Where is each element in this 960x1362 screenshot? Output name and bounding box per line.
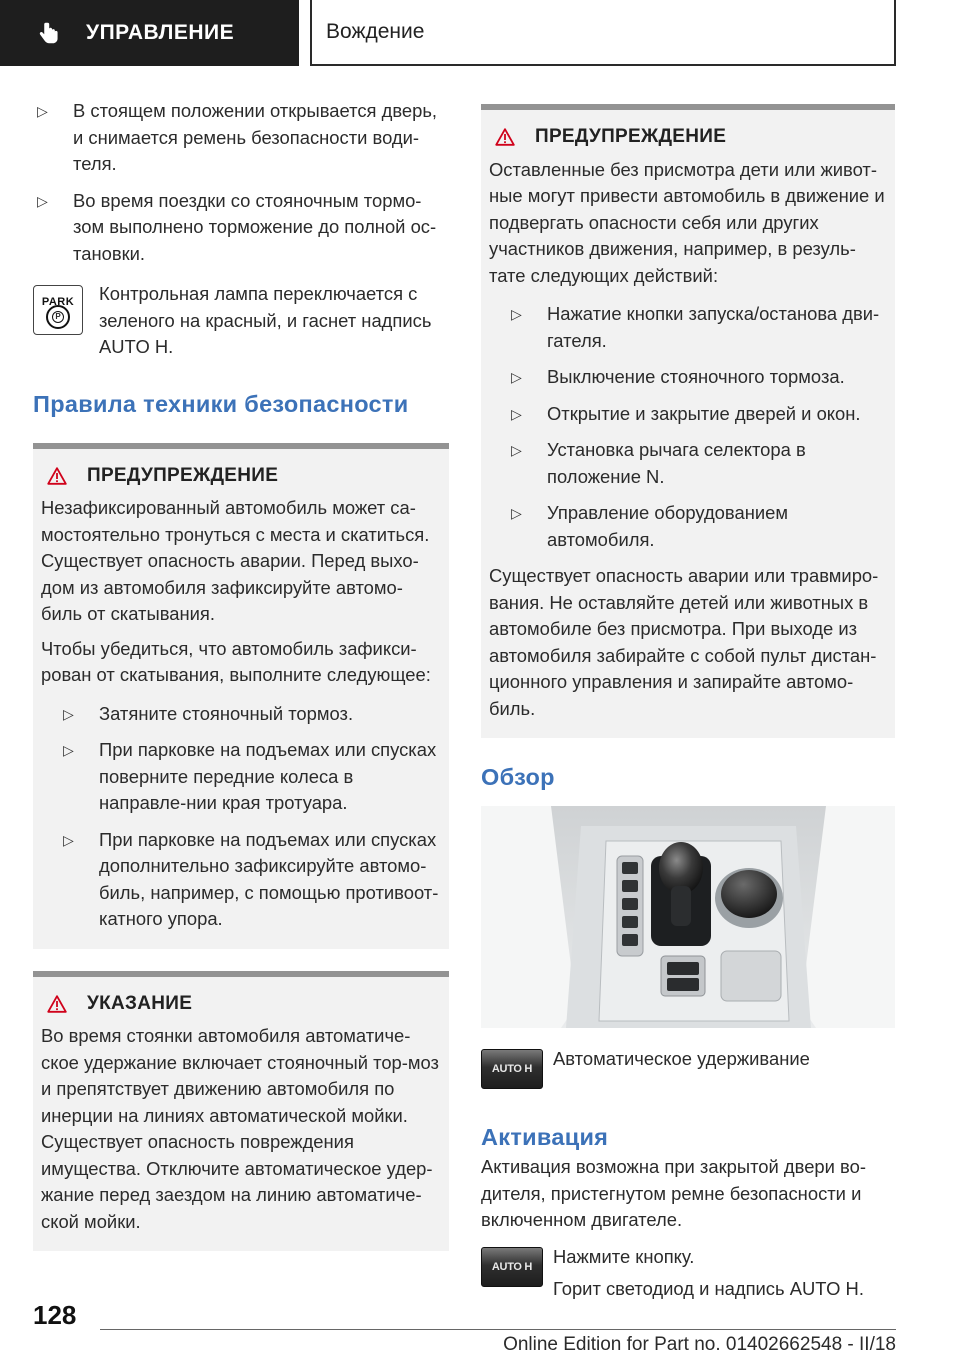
list-item: ▷ Управление оборудованием автомобиля. bbox=[511, 502, 788, 550]
press-instruction: Нажмите кнопку. bbox=[553, 1245, 695, 1267]
list-item: ▷ Открытие и закрытие дверей и окон. bbox=[489, 401, 887, 428]
triangle-bullet-icon: ▷ bbox=[511, 369, 522, 385]
chapter-title: Вождение bbox=[326, 20, 425, 43]
list-item: ▷ Нажатие кнопки запуска/останова дви-гателя. bbox=[511, 303, 880, 351]
edition-text: Online Edition for Part no. 01402662548 - II/18 bbox=[503, 1334, 896, 1355]
section-title: УПРАВЛЕНИЕ bbox=[86, 21, 235, 44]
list-item: ▷ Установка рычага селектора в положение N. bbox=[511, 439, 806, 487]
warning-paragraph: Незафиксированный автомобиль может са-мостоятельно тронуться с места и скатиться. Существует опасность аварии. Перед выхо-дом из автомобиля зафиксируйте автомо-биль от скатывания. bbox=[41, 497, 430, 624]
triangle-bullet-icon: ▷ bbox=[63, 705, 74, 722]
footer-divider bbox=[100, 1329, 896, 1330]
note-title: УКАЗАНИЕ bbox=[87, 992, 193, 1014]
page-number: 128 bbox=[33, 1300, 77, 1330]
hand-icon bbox=[36, 20, 62, 46]
left-column bbox=[33, 98, 449, 1251]
warning-paragraph: Чтобы убедиться, что автомобиль зафикси-рован от скатывания, выполните следующее: bbox=[41, 637, 431, 685]
warning-box bbox=[481, 104, 895, 738]
park-brake-icon: PARK P bbox=[33, 285, 83, 335]
park-indicator-row bbox=[33, 281, 449, 361]
list-item: ▷ В стоящем положении открывается дверь, и снимается ремень безопасности води-теля. bbox=[37, 100, 438, 174]
list-item: ▷ При парковке на подъемах или спусках поверните передние колеса в направле-нии края тротуара. bbox=[63, 739, 437, 813]
autoh-caption: Автоматическое удерживание bbox=[553, 1048, 810, 1069]
warning-title: ПРЕДУПРЕЖДЕНИЕ bbox=[535, 126, 727, 147]
triangle-bullet-icon: ▷ bbox=[511, 405, 522, 422]
header-section-tab bbox=[0, 0, 299, 66]
triangle-bullet-icon: ▷ bbox=[63, 831, 74, 848]
warning-paragraph: Оставленные без присмотра дети или живот-ные могут привести автомобиль в движение и подвергать опасности себя или других участников движения, например, в резуль-тате следующих действий: bbox=[489, 158, 885, 286]
list-item: ▷ Выключение стояночного тормоза. bbox=[489, 364, 887, 391]
warning-title: ПРЕДУПРЕЖДЕНИЕ bbox=[87, 464, 279, 486]
triangle-bullet-icon: ▷ bbox=[511, 442, 522, 458]
triangle-bullet-icon: ▷ bbox=[37, 192, 48, 209]
warning-triangle-icon bbox=[47, 467, 67, 485]
list-item: ▷ Затяните стояночный тормоз. bbox=[41, 701, 441, 728]
header-chapter-tab bbox=[310, 0, 896, 66]
triangle-bullet-icon: ▷ bbox=[511, 505, 522, 521]
autoh-button-icon: AUTO H bbox=[481, 1247, 543, 1287]
park-indicator-text: Контрольная лампа переключается с зеленого на красный, и гаснет надпись AUTO H. bbox=[99, 283, 432, 357]
autoh-row bbox=[481, 1046, 895, 1100]
led-instruction: Горит светодиод и надпись AUTO H. bbox=[553, 1278, 864, 1299]
warning-paragraph: Существует опасность аварии или травмиро-вания. Не оставляйте детей или животных в автомобиле без присмотра. При выходе из автомобиля забирайте с собой пульт дистан-ционного управления и запирайте автомо-биль. bbox=[489, 565, 879, 719]
autoh-button-icon: AUTO H bbox=[481, 1049, 543, 1089]
safety-heading: Правила техники безопасности bbox=[33, 390, 409, 417]
overview-heading: Обзор bbox=[481, 764, 555, 790]
autoh-row bbox=[481, 1244, 895, 1303]
activation-paragraph: Активация возможна при закрытой двери во-дителя, пристегнутом ремне безопасности и включенном двигателе. bbox=[481, 1156, 866, 1230]
list-item: ▷ Во время поездки со стояночным тормо-зом выполнено торможение до полной ос-тановки. bbox=[37, 189, 437, 264]
activation-heading: Активация bbox=[481, 1124, 609, 1150]
triangle-bullet-icon: ▷ bbox=[63, 742, 74, 758]
right-column bbox=[481, 104, 895, 1303]
note-box bbox=[33, 971, 449, 1252]
warning-triangle-icon bbox=[495, 128, 515, 146]
triangle-bullet-icon: ▷ bbox=[511, 306, 522, 322]
center-console-photo bbox=[481, 806, 895, 1028]
triangle-bullet-icon: ▷ bbox=[37, 103, 48, 119]
note-paragraph: Во время стоянки автомобиля автоматиче-ское удержание включает стояночный тор-моз и препятствует движению автомобиля по инерции на линиях автоматической мойки. Существует опасность повреждения имущества. Отключите автоматическое удер-жание перед заездом на линию автоматиче-ской мойки. bbox=[41, 1025, 439, 1232]
warning-box bbox=[33, 443, 449, 949]
warning-triangle-icon bbox=[47, 995, 67, 1013]
list-item: ▷ При парковке на подъемах или спусках дополнительно зафиксируйте автомо-биль, например, с помощью противоот-катного упора. bbox=[63, 828, 439, 929]
